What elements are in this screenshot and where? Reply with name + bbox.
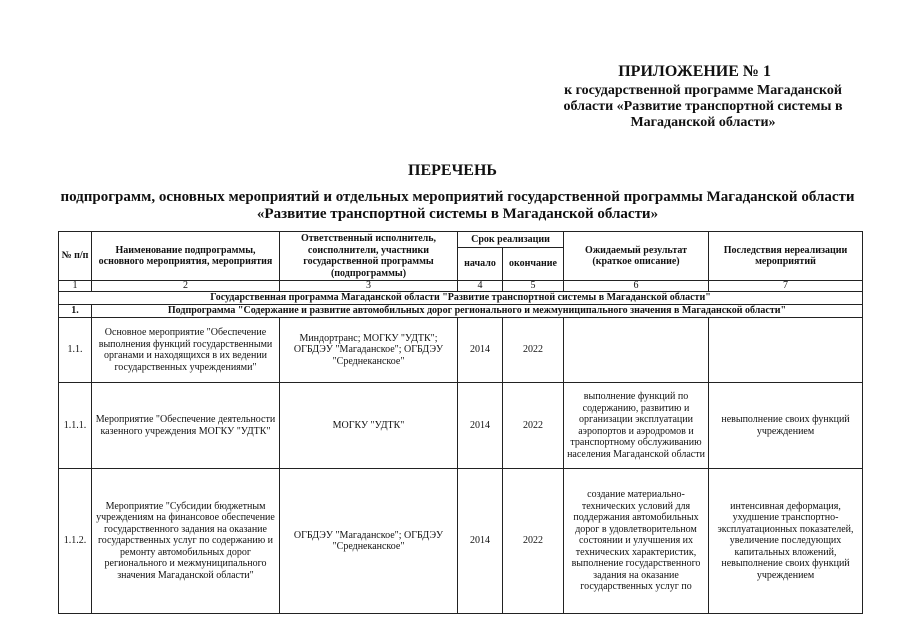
row-num: 1.1.1. xyxy=(59,383,92,469)
column-number: 6 xyxy=(564,281,709,292)
row-start: 2014 xyxy=(458,383,503,469)
row-result: выполнение функций по содержанию, развитию и организации эксплуатации аэропортов и аэродромов и транспортному обслуживанию населения Магаданской области xyxy=(564,383,709,469)
header-start: начало xyxy=(458,248,503,281)
row-end: 2022 xyxy=(503,469,564,614)
row-num: 1.1.2. xyxy=(59,469,92,614)
program-row xyxy=(59,292,863,305)
table-row xyxy=(59,318,863,383)
row-start: 2014 xyxy=(458,318,503,383)
table-row xyxy=(59,469,863,614)
row-executor: Миндортранс; МОГКУ "УДТК"; ОГБДЭУ "Магаданское"; ОГБДЭУ "Среднеканское" xyxy=(280,318,458,383)
document-subtitle: подпрограмм, основных мероприятий и отдельных мероприятий государственной программы Магаданской области «Развитие транспортной системы в Магаданской области» xyxy=(60,189,855,222)
row-name: Мероприятие "Субсидии бюджетным учреждениям на финансовое обеспечение государственного задания на оказание государственных услуг по содержанию и ремонту автомобильных дорог регионального и межмуниципального значения Магаданской области" xyxy=(92,469,280,614)
row-name: Основное мероприятие "Обеспечение выполнения функций государственными органами и находящихся в их ведении государственных учреждениями" xyxy=(92,318,280,383)
column-number: 3 xyxy=(280,281,458,292)
row-consequences: интенсивная деформация, ухудшение транспортно-эксплуатационных показателей, увеличение последующих капитальных вложений, невыполнение своих функций учреждением xyxy=(709,469,863,614)
subprogram-row xyxy=(59,305,863,318)
subprogram-num: 1. xyxy=(59,305,92,318)
table-row xyxy=(59,383,863,469)
row-end: 2022 xyxy=(503,383,564,469)
column-number: 7 xyxy=(709,281,863,292)
subprogram-title: Подпрограмма "Содержание и развитие автомобильных дорог регионального и межмуниципального значения в Магаданской области" xyxy=(92,305,863,318)
header-row xyxy=(59,232,863,248)
appendix-heading: ПРИЛОЖЕНИЕ № 1 xyxy=(618,63,771,80)
program-title: Государственная программа Магаданской области "Развитие транспортной системы в Магаданской области" xyxy=(59,292,863,305)
column-number: 1 xyxy=(59,281,92,292)
row-num: 1.1. xyxy=(59,318,92,383)
measures-table xyxy=(58,231,863,614)
row-consequences xyxy=(709,318,863,383)
row-name: Мероприятие "Обеспечение деятельности казенного учреждения МОГКУ "УДТК" xyxy=(92,383,280,469)
column-number-row xyxy=(59,281,863,292)
document-title: ПЕРЕЧЕНЬ xyxy=(408,162,497,179)
header-num: № п/п xyxy=(59,232,92,281)
column-number: 5 xyxy=(503,281,564,292)
header-end: окончание xyxy=(503,248,564,281)
header-period: Срок реализации xyxy=(458,232,564,248)
row-result: создание материально-технических условий для поддержания автомобильных дорог в удовлетворительном состоянии и улучшения их технических характеристик, выполнение государственного задания на оказание государственных услуг по xyxy=(564,469,709,614)
row-result xyxy=(564,318,709,383)
header-executor: Ответственный исполнитель, соисполнители, участники государственной программы (подпрограммы) xyxy=(280,232,458,281)
column-number: 2 xyxy=(92,281,280,292)
appendix-subheading: к государственной программе Магаданской области «Развитие транспортной системы в Магаданской области» xyxy=(563,83,843,130)
header-consequences: Последствия нереализации мероприятий xyxy=(709,232,863,281)
header-result: Ожидаемый результат (краткое описание) xyxy=(564,232,709,281)
row-executor: ОГБДЭУ "Магаданское"; ОГБДЭУ "Среднеканское" xyxy=(280,469,458,614)
row-start: 2014 xyxy=(458,469,503,614)
row-end: 2022 xyxy=(503,318,564,383)
column-number: 4 xyxy=(458,281,503,292)
row-executor: МОГКУ "УДТК" xyxy=(280,383,458,469)
header-name: Наименование подпрограммы, основного мероприятия, мероприятия xyxy=(92,232,280,281)
row-consequences: невыполнение своих функций учреждением xyxy=(709,383,863,469)
